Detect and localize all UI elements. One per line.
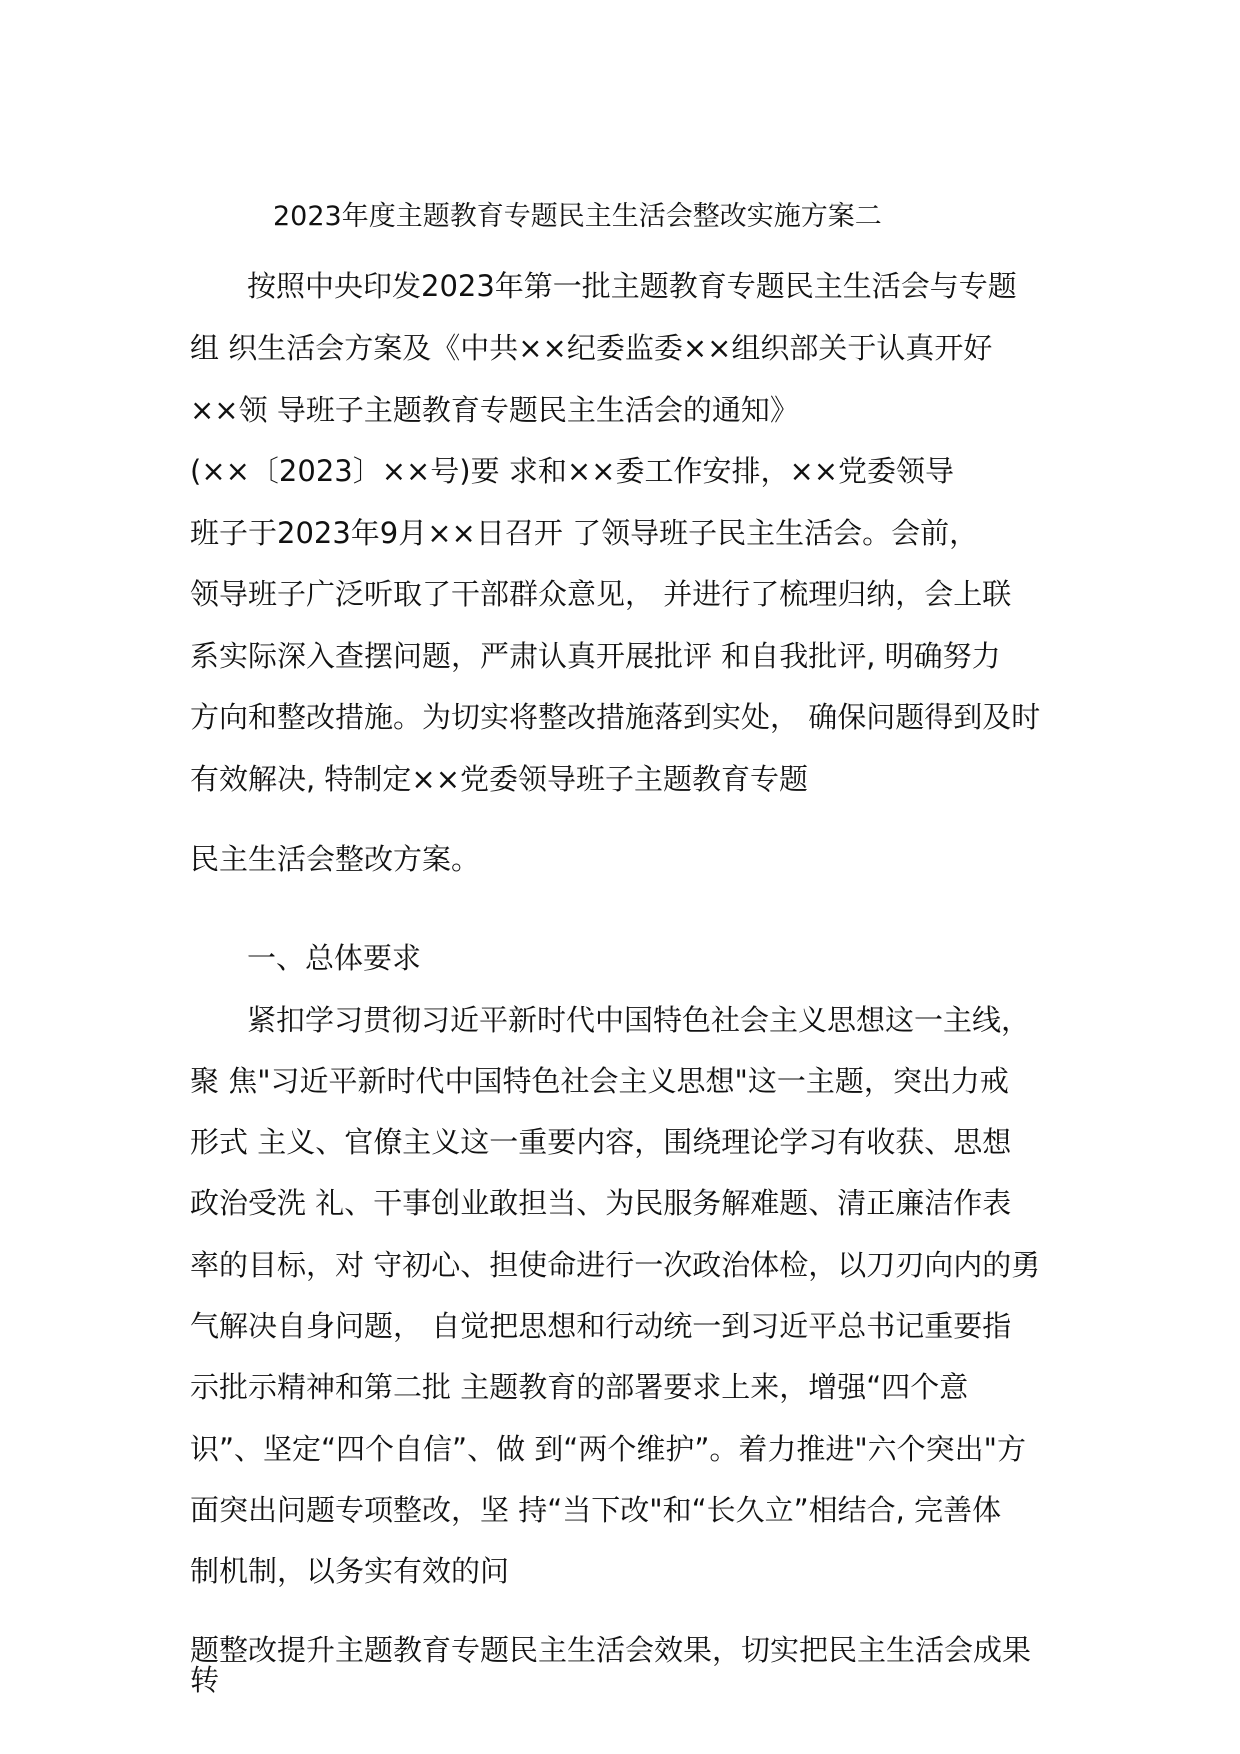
intro-line-8: 方向和整改措施。为切实将整改措施落到实处， 确保问题得到及时 [190, 700, 1041, 734]
section1-line-10: 制机制，以务实有效的问 [190, 1554, 510, 1588]
intro-line-7: 系实际深入查摆问题，严肃认真开展批评 和自我批评, 明确努力 [190, 639, 1001, 673]
intro-line-3: ××领 导班子主题教育专题民主生活会的通知》 [190, 393, 799, 427]
intro-line-5: 班子于2023年9月××日召开 了领导班子民主生活会。会前， [190, 516, 979, 550]
intro-line-6: 领导班子广泛听取了干部群众意见， 并进行了梳理归纳，会上联 [190, 577, 1012, 611]
intro-line-10: 民主生活会整改方案。 [190, 842, 481, 876]
section1-line-9: 面突出问题专项整改，坚 持“当下改"和“长久立”相结合, 完善体 [190, 1493, 1002, 1527]
section-heading-overall-requirements: 一、总体要求 [247, 941, 422, 975]
intro-line-9: 有效解决, 特制定××党委领导班子主题教育专题 [190, 762, 809, 796]
section1-line-8: 识”、坚定“四个自信”、做 到“两个维护”。着力推进"六个突出"方 [190, 1432, 1027, 1466]
section1-line-12: 转 [190, 1663, 220, 1697]
intro-line-2: 组 织生活会方案及《中共××纪委监委××组织部关于认真开好 [190, 331, 993, 365]
section1-line-3: 形式 主义、官僚主义这一重要内容，围绕理论学习有收获、思想 [190, 1125, 1012, 1159]
document-title: 2023年度主题教育专题民主生活会整改实施方案二 [273, 201, 882, 232]
section1-line-6: 气解决自身问题， 自觉把思想和行动统一到习近平总书记重要指 [190, 1309, 1012, 1343]
section1-line-1: 紧扣学习贯彻习近平新时代中国特色社会主义思想这一主线， [247, 1003, 1031, 1037]
section1-line-4: 政治受洗 礼、干事创业敢担当、为民服务解难题、清正廉洁作表 [190, 1186, 1012, 1220]
intro-line-4: (××〔2023〕××号)要 求和××委工作安排，××党委领导 [190, 454, 955, 488]
intro-line-1: 按照中央印发2023年第一批主题教育专题民主生活会与专题 [247, 269, 1017, 303]
section1-line-5: 率的目标，对 守初心、担使命进行一次政治体检，以刀刃向内的勇 [190, 1248, 1041, 1282]
section1-line-11: 题整改提升主题教育专题民主生活会效果，切实把民主生活会成果 [190, 1633, 1032, 1667]
section1-line-2: 聚 焦"习近平新时代中国特色社会主义思想"这一主题，突出力戒 [190, 1064, 1009, 1098]
section1-line-7: 示批示精神和第二批 主题教育的部署要求上来，增强“四个意 [190, 1370, 969, 1404]
